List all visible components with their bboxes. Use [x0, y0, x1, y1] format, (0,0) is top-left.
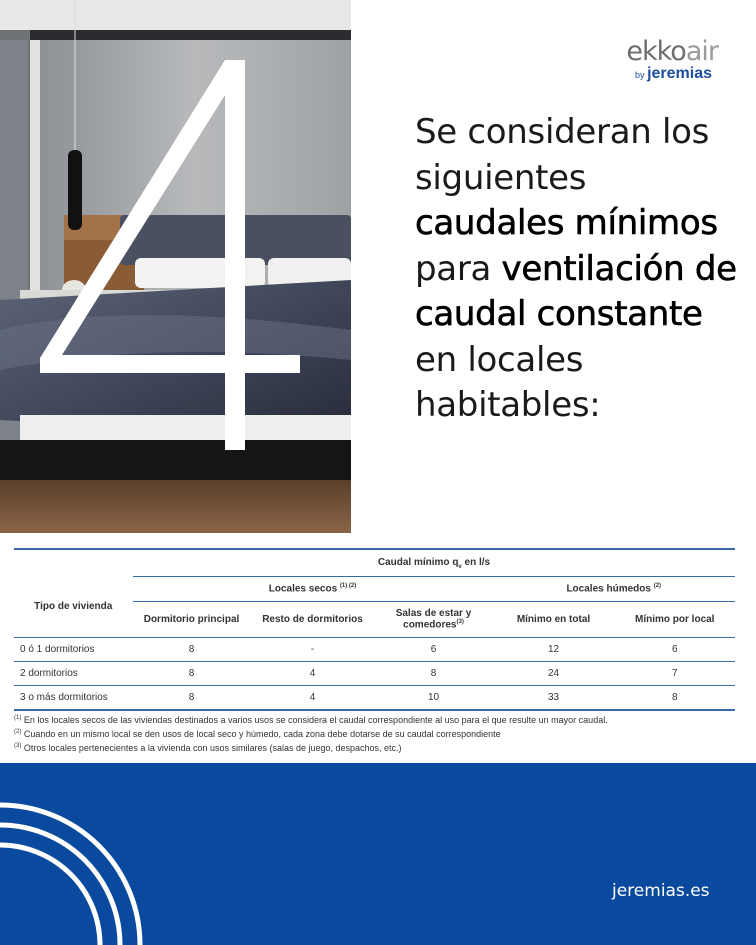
group-dry: Locales secos $^{(1) (2)}$: [133, 577, 493, 602]
col-header: Mínimo en total: [516, 614, 591, 625]
decorative-arcs: [0, 763, 200, 945]
brand-logo: ekkoair by jeremias: [626, 36, 718, 82]
col-header: Mínimo por local: [635, 614, 715, 625]
footnote-2: $^{(2)}$ Cuando en un mismo local se den usos de local seco y húmedo, cada zona debe dotarse de su caudal correspondiente: [14, 729, 501, 739]
table-title: Caudal mínimo $q_v$ en l/s: [133, 549, 736, 577]
group-wet: Locales húmedos $^{(2)}$: [493, 577, 736, 602]
col-header: Dormitorio principal: [143, 614, 240, 625]
col-header: Salas de estar y comedores$^{(3)}$: [395, 608, 472, 631]
footnote-3: $^{(3)}$ Otros locales pertenecientes a la vivienda con usos similares (salas de juego, despachos, etc.): [14, 743, 402, 753]
table-row: 3 o más dormitorios 8 4 10 33 8: [14, 686, 735, 711]
table-row: 2 dormitorios 8 4 8 24 7: [14, 662, 735, 686]
website-link[interactable]: jeremias.es: [612, 881, 710, 901]
footer-band: [0, 763, 756, 945]
col-header: Resto de dormitorios: [262, 614, 363, 625]
footnote-1: $^{(1)}$ En los locales secos de las viviendas destinados a varios usos se considera el caudal correspondiente al uso para el que resulte un mayor caudal.: [14, 715, 608, 725]
table-row: 0 ó 1 dormitorios 8 - 6 12 6: [14, 638, 735, 662]
footnotes: [14, 712, 735, 754]
big-number-four: [20, 60, 340, 480]
headline: Se consideran los siguientes caudales mínimos para ventilación de caudal constante en locales habitables:: [415, 112, 737, 425]
flow-rate-table: [14, 548, 735, 711]
row-header: Tipo de vivienda: [34, 601, 113, 613]
